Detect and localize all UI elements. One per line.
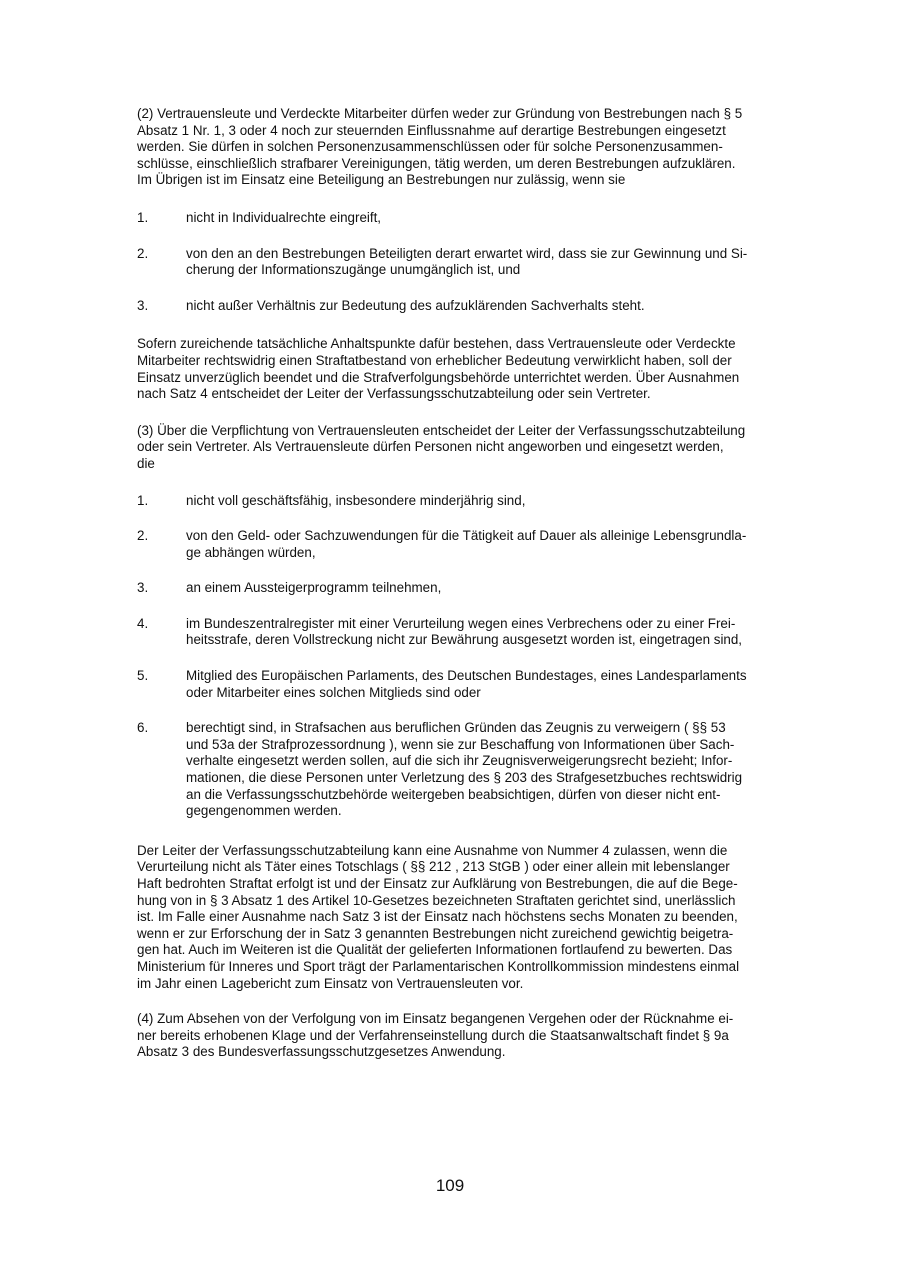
list-text: nicht in Individualrechte eingreift, [186,209,382,225]
list-item [137,580,792,597]
list-number: 6. [137,720,149,736]
document-page [137,106,792,1075]
list-text: an einem Aussteigerprogramm teilnehmen, [186,580,442,596]
list-item [137,720,792,820]
list-text: im Bundeszentralregister mit einer Verurteilung wegen eines Verbrechens oder zu einer Frei- heitsstrafe, deren Vollstreckung nicht zur Bewährung ausgesetzt worden ist, eingetragen sind, [186,615,743,648]
list-item [137,528,792,561]
list-text: nicht voll geschäftsfähig, insbesondere minderjährig sind, [186,492,526,508]
list-number: 3. [137,297,149,313]
page-number: 109 [435,1176,465,1195]
list-number: 1. [137,209,149,225]
list-number: 3. [137,580,149,596]
list-number: 1. [137,492,149,508]
list-item [137,493,792,510]
list-text: nicht außer Verhältnis zur Bedeutung des aufzuklärenden Sachverhalts steht. [186,297,645,313]
section-2-intro: (2) Vertrauensleute und Verdeckte Mitarbeiter dürfen weder zur Gründung von Bestrebungen nach § 5 Absatz 1 Nr. 1, 3 oder 4 noch zur steuernden Einflussnahme auf derartige Bestrebungen eingesetzt werden. Sie dürfen in solchen Personenzusammenschlüssen oder für solche Personenzusammen- schlüsse, einschließlich strafbarer Vereinigungen, tätig werden, um deren Bestrebungen aufzuklären. Im Übrigen ist im Einsatz eine Beteiligung an Bestrebungen nur zulässig, wenn sie [137,106,743,188]
list-text: berechtigt sind, in Strafsachen aus beruflichen Gründen das Zeugnis zu verweigern ( §§ 53 und 53a der Strafprozessordnung ), wenn sie zur Beschaffung von Informationen über Sach- verhalte eingesetzt werden sollen, auf die sich ihr Zeugnisverweigerungsrecht bezieht; Infor- mationen, die diese Personen unter Verletzung des § 203 des Strafgesetzbuches rechtswidrig an die Verfassungsschutzbehörde weitergeben beabsichtigen, dürfen von dieser nicht ent- gegengenommen werden. [186,720,743,819]
list-item [137,210,792,227]
section-2-closing: Sofern zureichende tatsächliche Anhaltspunkte dafür bestehen, dass Vertrauensleute oder Verdeckte Mitarbeiter rechtswidrig einen Straftatbestand von erheblicher Bedeutung verwirklicht haben, soll der Einsatz unverzüglich beendet und die Strafverfolgungsbehörde unterrichtet werden. Über Ausnahmen nach Satz 4 entscheidet der Leiter der Verfassungsschutzabteilung oder sein Vertreter. [137,336,740,402]
list-text: von den an den Bestrebungen Beteiligten derart erwartet wird, dass sie zur Gewinnung und Si- cherung der Informationszugänge unumgänglich ist, und [186,245,748,278]
list-item [137,668,792,701]
list-number: 2. [137,528,149,544]
section-3-closing: Der Leiter der Verfassungsschutzabteilung kann eine Ausnahme von Nummer 4 zulassen, wenn die Verurteilung nicht als Täter eines Totschlags ( §§ 212 , 213 StGB ) oder einer allein mit lebenslanger Haft bedrohten Straftat erfolgt ist und der Einsatz zur Aufklärung von Bestrebungen, die auf die Bege- hung von in § 3 Absatz 1 des Artikel 10-Gesetzes bezeichneten Straftaten gerichtet sind, unerlässlich ist. Im Falle einer Ausnahme nach Satz 3 ist der Einsatz nach höchstens sechs Monaten zu beenden, wenn er zur Erforschung der in Satz 3 genannten Bestrebungen nicht zureichend gewichtig beigetra- gen hat. Auch im Weiteren ist die Qualität der gelieferten Informationen fortlaufend zu bewerten. Das Ministerium für Inneres und Sport trägt der Parlamentarischen Kontrollkommission mindestens einmal im Jahr einen Lagebericht zum Einsatz von Vertrauensleuten vor. [137,842,740,991]
list-item [137,246,792,279]
list-text: Mitglied des Europäischen Parlaments, des Deutschen Bundestages, eines Landesparlaments oder Mitarbeiter eines solchen Mitglieds sind oder [186,668,747,700]
list-text: von den Geld- oder Sachzuwendungen für die Tätigkeit auf Dauer als alleinige Lebensgrundla- ge abhängen würden, [186,528,747,560]
list-number: 5. [137,668,149,684]
section-4-text: (4) Zum Absehen von der Verfolgung von im Einsatz begangenen Vergehen oder der Rücknahme ei- ner bereits erhobenen Klage und der Verfahrenseinstellung durch die Staatsanwaltschaft findet § 9a Absatz 3 des Bundesverfassungsschutzgesetzes Anwendung. [137,1011,734,1060]
list-item [137,298,792,315]
list-item [137,616,792,649]
list-number: 2. [137,245,149,261]
section-3-intro: (3) Über die Verpflichtung von Vertrauensleuten entscheidet der Leiter der Verfassungsschutzabteilung oder sein Vertreter. Als Vertrauensleute dürfen Personen nicht angeworben und eingesetzt werden, die [137,422,746,471]
list-number: 4. [137,615,149,631]
